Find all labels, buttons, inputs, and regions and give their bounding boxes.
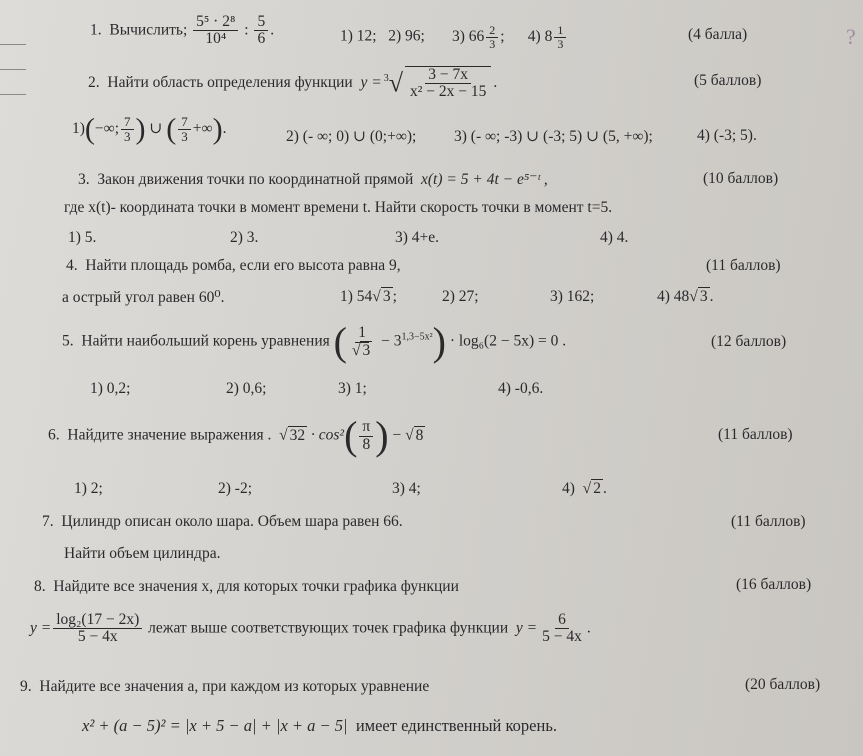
- question-7-text: Цилиндр описан около шара. Объем шара равен 66.: [61, 513, 403, 530]
- fraction: $\frac{5}{6}$: [254, 14, 268, 48]
- answer-option: 1) 54√ 3 ;: [340, 288, 397, 305]
- question-2-answers: [72, 114, 226, 144]
- question-7-line2: Найти объем цилиндра.: [64, 545, 221, 562]
- answer-option: 4) 4.: [600, 229, 629, 246]
- question-6: 6. Найдите значение выражения . √ 32 · cos²( $\frac{\pi}{8}$ ) − √ 8: [48, 413, 424, 458]
- answer-option: 2) 0,6;: [226, 380, 267, 397]
- points: (20 баллов): [745, 676, 821, 693]
- question-9-text: Найдите все значения a, при каждом из которых уравнение: [39, 678, 430, 695]
- answer-option: 2) -2;: [218, 480, 253, 497]
- answer-option: 2) (- ∞; 0) ∪ (0;+∞);: [286, 128, 417, 145]
- answer-option: 2) 27;: [442, 288, 479, 305]
- fraction: $\frac{6}{5 - 4x}$: [542, 611, 582, 646]
- question-5: 5. Найти наибольший корень уравнения ( $\frac{1}{√ 3}$ − $3^{1,3-5x^2}) \cdot \log_6(2 - 5x) = 0$ .: [62, 319, 567, 364]
- question-3-text: Закон движения точки по координатной прямой: [97, 171, 414, 188]
- equation: x² + (a − 5)² = |x + 5 − a| + |x + a − 5|: [82, 716, 348, 735]
- fraction: $\frac{\text{5⁵ · 2⁸}}{\text{10⁴}}$: [193, 14, 238, 48]
- answer-option: 4) 8 $\frac{1}{3}$: [528, 28, 569, 45]
- points: (11 баллов): [718, 426, 793, 443]
- answer-option: 2) 96;: [388, 27, 425, 45]
- answer-option: 4) 48√ 3 .: [657, 288, 714, 305]
- fraction: $\frac{3 - 7x}{\text{x² − 2x − 15}}$: [405, 66, 491, 101]
- answer-option: 1) 0,2;: [90, 380, 131, 397]
- question-1-text: Вычислить;: [109, 21, 188, 39]
- answer-option: 3) 66 $\frac{2}{3}$ ;: [451, 23, 505, 51]
- question-8: 8. Найдите все значения x, для которых точки графика функции: [34, 578, 459, 595]
- margin-line: [0, 44, 26, 45]
- answer-option: 3) (- ∞; -3) ∪ (-3; 5) ∪ (5, +∞);: [454, 128, 653, 145]
- answer-option: 4) √ 2 .: [562, 480, 607, 497]
- points: (11 баллов): [731, 513, 806, 530]
- margin-mark: ?: [846, 24, 856, 49]
- points: (11 баллов): [706, 257, 781, 274]
- answer-option: 2) 3.: [230, 229, 259, 246]
- answer-option: 1)(−∞; $\frac{7}{3}$ ) ∪ ( $\frac{7}{3}$ +∞).: [72, 112, 227, 145]
- points: (4 балла): [688, 26, 748, 43]
- question-4-line2: а острый угол равен 60⁰.: [62, 289, 225, 306]
- question-6-text: Найдите значение выражения .: [67, 426, 272, 444]
- question-8-text: Найдите все значения x, для которых точки графика функции: [53, 578, 459, 595]
- answer-option: 4) -0,6.: [498, 380, 544, 397]
- fraction: $\frac{\pi}{8}$: [359, 419, 373, 453]
- answer-option: 1) 5.: [68, 229, 97, 246]
- question-2-text: Найти область определения функции: [107, 73, 353, 91]
- question-1-answers: [340, 24, 568, 50]
- question-3-line2: где x(t)- координата точки в момент времени t. Найти скорость точки в момент t=5.: [64, 199, 613, 216]
- question-1: 1. Вычислить; $\frac{\text{5⁵ · 2⁸}}{\text{10⁴}}$ : $\frac{5}{6}$ .: [90, 13, 275, 48]
- question-8-formula: y = $\frac{\text{log₂(17 − 2x)}}{5 - 4x}$ лежат выше соответствующих точек графика функции y = $\frac{6}{5 - 4x}$ .: [30, 611, 591, 646]
- answer-option: 3) 4;: [392, 480, 421, 497]
- question-3: 3. Закон движения точки по координатной прямой x(t) = 5 + 4t − e⁵⁻ᵗ ,: [78, 171, 548, 188]
- points: (12 баллов): [711, 333, 787, 350]
- answer-option: 4) (-3; 5).: [697, 127, 757, 144]
- question-2: 2. Найти область определения функции y = $^3$√ $\frac{3 - 7x}{\text{x² − 2x − 15}}$ .: [88, 66, 498, 101]
- answer-option: 1) 12;: [340, 27, 377, 45]
- formula: x(t) = 5 + 4t − e⁵⁻ᵗ ,: [421, 171, 548, 188]
- question-4-text: Найти площадь ромба, если его высота равна 9,: [85, 257, 401, 274]
- question-9: 9. Найдите все значения a, при каждом из которых уравнение: [20, 678, 430, 695]
- points: (16 баллов): [736, 576, 812, 593]
- margin-line: [0, 94, 26, 95]
- question-4: 4. Найти площадь ромба, если его высота равна 9,: [66, 257, 401, 274]
- answer-option: 3) 4+e.: [395, 229, 440, 246]
- fraction: $\frac{\text{log₂(17 − 2x)}}{5 - 4x}$: [53, 612, 142, 646]
- question-9-formula: x² + (a − 5)² = |x + 5 − a| + |x + a − 5| имеет единственный корень.: [82, 716, 557, 735]
- points: (5 баллов): [694, 72, 762, 89]
- question-5-text: Найти наибольший корень уравнения: [81, 332, 330, 350]
- fraction: $\frac{1}{√ 3}$: [351, 324, 371, 359]
- answer-option: 3) 162;: [550, 288, 595, 305]
- points: (10 баллов): [703, 170, 779, 187]
- answer-option: 3) 1;: [338, 380, 367, 397]
- margin-line: [0, 69, 26, 70]
- question-7: 7. Цилиндр описан около шара. Объем шара равен 66.: [42, 513, 403, 530]
- answer-option: 1) 2;: [74, 480, 103, 497]
